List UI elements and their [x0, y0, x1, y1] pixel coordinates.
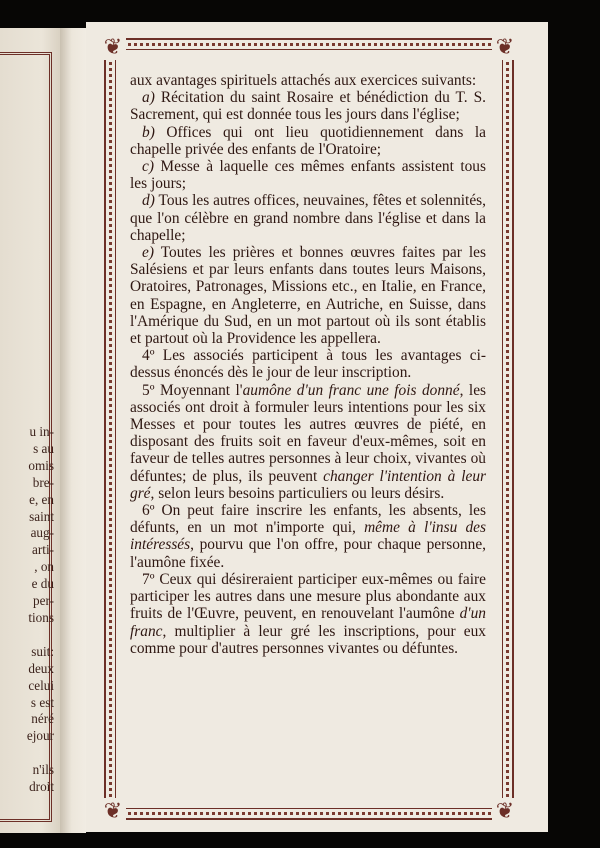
- previous-page-fragment: néré: [31, 711, 54, 727]
- previous-page-fragment: s au: [33, 440, 54, 456]
- text-run: Récitation du saint Rosaire et bénédiction du T. S. Sacrement, qui est donnée tous les jours dans l'église;: [130, 89, 486, 124]
- previous-page-fragment: e du: [31, 576, 54, 592]
- paragraph-c: [130, 158, 486, 192]
- text-run: Messe à laquelle ces mêmes enfants assistent tous les jours;: [130, 158, 486, 193]
- text-run: 5º Moyennant l': [142, 381, 243, 399]
- previous-page-fragment: saint: [29, 508, 54, 524]
- text-run: 4º Les associés participent à tous les avantages ci-dessus énoncés dès le jour de leur inscription.: [130, 347, 486, 382]
- text-run: Toutes les prières et bonnes œuvres faites par les Salésiens et par leurs enfants dans toutes leurs Maisons, Oratoires, Patronages, Missions etc., en Italie, en France, en Espagne, en Angleterre, en Autriche, en Suisse, dans l'Amérique du Sud, en un mot partout où ils sont établis et partout où la Providence les appellera.: [130, 244, 486, 348]
- previous-page-fragment: deux: [28, 660, 54, 676]
- italic-text: b): [142, 123, 155, 141]
- text-run: , les associés ont droit à formuler leurs intentions pour les six Messes et pour toutes les autres œuvres de piété, en disposant des fruits soit en faveur d'eux-mêmes, soit en faveur de telles autres personnes à leur choix, vivantes où défuntes; de plus, ils peuvent: [130, 381, 487, 485]
- previous-page-fragment: per-: [33, 593, 54, 609]
- corner-ornament-icon: ❦: [100, 34, 126, 60]
- paragraph-p7: [130, 571, 486, 657]
- corner-ornament-icon: ❦: [100, 798, 126, 824]
- previous-page-fragment: , on: [34, 559, 54, 575]
- page-body-text: [130, 72, 486, 657]
- previous-page-fragment: arti-: [32, 542, 54, 558]
- text-run: 7º Ceux qui désireraient participer eux-mêmes ou faire participer les autres dans une mesure plus abondante aux fruits de l'Œuvre, peuvent, en renouvelant l'aumône: [130, 570, 486, 623]
- italic-text: e): [142, 244, 154, 262]
- italic-text: aumône d'un franc une fois donné: [242, 381, 460, 399]
- italic-text: changer l'intention à leur gré: [130, 467, 486, 502]
- previous-page-fragment: omis: [28, 457, 54, 473]
- previous-page-fragment: n'ils: [32, 762, 54, 778]
- text-run: 6º On peut faire inscrire les enfants, les absents, les défunts, en un mot n'importe qui,: [130, 502, 486, 537]
- paragraph-intro: [130, 72, 486, 89]
- previous-page-fragment: s est: [30, 694, 54, 710]
- previous-page-fragment: [0, 627, 54, 644]
- corner-ornament-icon: ❦: [492, 34, 518, 60]
- paragraph-e: [130, 244, 486, 347]
- italic-text: c): [142, 158, 154, 176]
- text-run: Offices qui ont lieu quotidiennement dans la chapelle privée des enfants de l'Oratoire;: [130, 123, 486, 158]
- previous-page-fragment: tions: [28, 609, 54, 625]
- text-run: , pourvu que l'on offre, pour chaque personne, l'aumône fixée.: [130, 536, 486, 571]
- paragraph-p4: [130, 347, 486, 381]
- previous-page-fragment: droit: [29, 779, 54, 795]
- italic-text: d'un franc: [130, 605, 486, 640]
- text-run: Tous les autres offices, neuvaines, fêtes et solennités, que l'on célèbre en grand nombre dans l'église et dans la chapelle;: [130, 192, 486, 244]
- text-run: aux avantages spirituels attachés aux exercices suivants:: [130, 72, 477, 89]
- previous-page-text: [0, 424, 54, 796]
- previous-page-fragment: e, en: [29, 491, 54, 507]
- previous-page-fragment: celui: [28, 677, 54, 693]
- paragraph-p5: [130, 382, 486, 502]
- italic-text: a): [142, 89, 155, 107]
- paragraph-b: [130, 124, 486, 158]
- paragraph-a: [130, 89, 486, 123]
- text-run: , selon leurs besoins particuliers ou leurs désirs.: [150, 484, 445, 502]
- previous-page-fragment: aug-: [30, 525, 54, 541]
- previous-page: [0, 28, 60, 833]
- italic-text: d): [142, 192, 155, 210]
- paragraph-p6: [130, 502, 486, 571]
- previous-page-fragment: ejour: [26, 728, 54, 744]
- paragraph-d: [130, 192, 486, 244]
- previous-page-fragment: bre-: [32, 474, 54, 490]
- page-fold: [60, 28, 86, 833]
- text-run: , multiplier à leur gré les inscriptions, pour eux comme pour d'autres personnes vivantes ou défuntes.: [130, 622, 486, 657]
- previous-page-fragment: suit:: [31, 643, 54, 659]
- corner-ornament-icon: ❦: [492, 798, 518, 824]
- document-page: [86, 22, 548, 832]
- previous-page-fragment: u in-: [29, 424, 54, 439]
- previous-page-fragment: [0, 745, 54, 762]
- italic-text: même à l'insu des intéressés: [130, 519, 486, 554]
